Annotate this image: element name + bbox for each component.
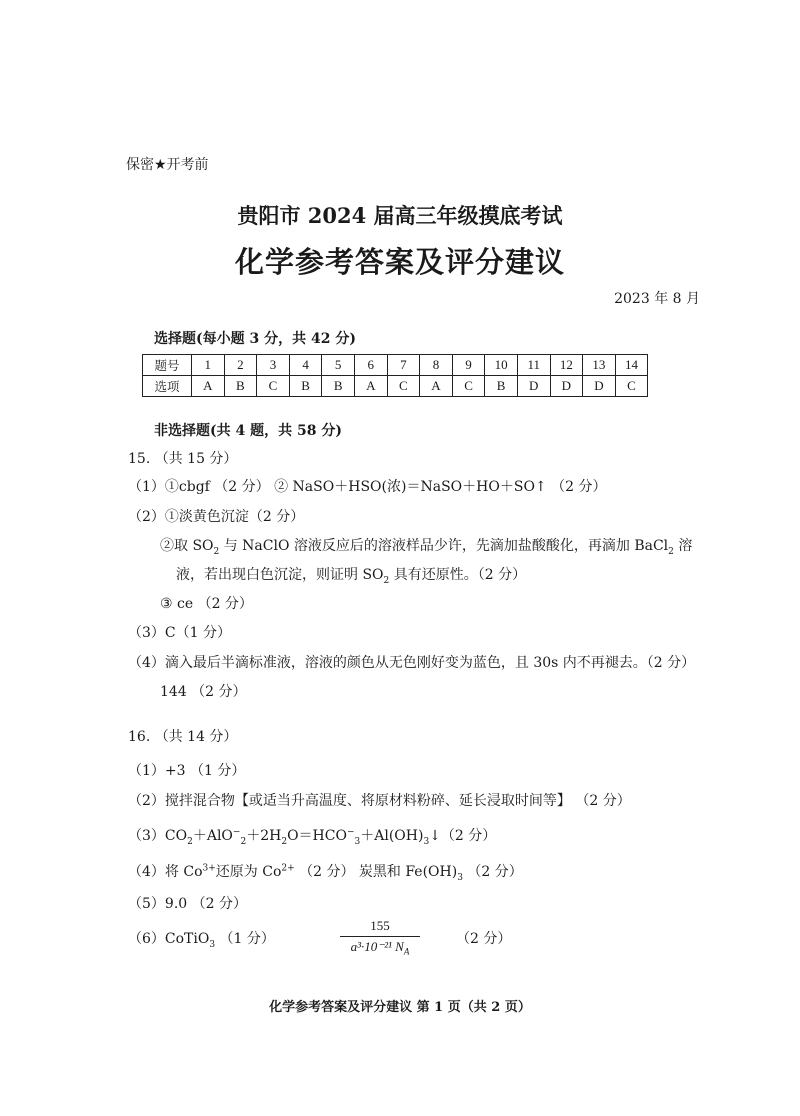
table-cell: C <box>387 376 420 397</box>
table-cell: B <box>322 376 355 397</box>
table-cell: A <box>420 376 453 397</box>
table-cell: 10 <box>485 355 518 376</box>
table-header-answer: 选项 <box>143 376 192 397</box>
table-cell: A <box>192 376 225 397</box>
q15-part2b-line1: ②取 $SO_2$ 与 NaClO 溶液反应后的溶液样品少许，先滴加盐酸酸化，再滴加 BaCl$_2$ 溶 <box>160 538 693 557</box>
fraction-denominator: a³·10⁻²¹ $N_A$ <box>350 939 410 957</box>
q15-part3: （3）C（1 分） <box>128 625 231 641</box>
table-cell: A <box>354 376 387 397</box>
q15-part4: （4）滴入最后半滴标准液，溶液的颜色从无色刚好变为蓝色，且 30s 内不再褪去。（2 分） <box>128 655 696 671</box>
table-cell: 13 <box>583 355 616 376</box>
table-cell: 8 <box>420 355 453 376</box>
confidential-label: 保密★开考前 <box>126 157 209 173</box>
document-title: 化学参考答案及评分建议 <box>234 245 565 279</box>
q16-part4: （4）将 $Co^{3+}$还原为 $Co^{2+}$ （2 分） 炭黑和 $Fe(OH)_3$ （2 分） <box>128 863 523 883</box>
table-cell: C <box>257 376 290 397</box>
q15-title: 15. （共 15 分） <box>128 451 238 467</box>
table-cell: 5 <box>322 355 355 376</box>
table-cell: D <box>517 376 550 397</box>
table-row-numbers <box>143 355 648 376</box>
table-cell: 9 <box>452 355 485 376</box>
table-cell: 7 <box>387 355 420 376</box>
table-row-answers <box>143 376 648 397</box>
table-header-number: 题号 <box>143 355 192 376</box>
answer-table <box>142 354 648 397</box>
table-cell: 12 <box>550 355 583 376</box>
q16-part5: （5）9.0 （2 分） <box>128 896 247 912</box>
density-fraction <box>340 918 420 955</box>
nonchoice-section-title: 非选择题(共 4 题，共 58 分) <box>154 423 342 439</box>
q16-part3: $(3)CO_2+AlO^-_2+2H_2O=HCO^-_3+Al(OH)_3↓(2$ 分） <box>128 827 497 847</box>
q16-part6-score: （2 分） <box>456 931 512 947</box>
q15-part2c: ③ ce （2 分） <box>160 596 253 612</box>
table-cell: 6 <box>354 355 387 376</box>
table-cell: D <box>550 376 583 397</box>
table-cell: B <box>224 376 257 397</box>
table-cell: C <box>452 376 485 397</box>
table-cell: 4 <box>289 355 322 376</box>
q15-part2b-line2: 液，若出现白色沉淀，则证明 $SO_2$ 具有还原性。（2 分） <box>176 567 527 586</box>
table-cell: B <box>289 376 322 397</box>
table-cell: B <box>485 376 518 397</box>
choice-section-title: 选择题(每小题 3 分，共 42 分) <box>154 331 356 347</box>
table-cell: 14 <box>615 355 648 376</box>
table-cell: 1 <box>192 355 225 376</box>
table-cell: 11 <box>517 355 550 376</box>
q16-part6: （6）CoTiO$_3$ （1 分） <box>128 931 275 950</box>
q15-part2a: （2）①淡黄色沉淀（2 分） <box>128 509 305 525</box>
table-cell: 3 <box>257 355 290 376</box>
q16-part2: （2）搅拌混合物【或适当升高温度、将原材料粉碎、延长浸取时间等】 （2 分） <box>128 793 631 809</box>
document-date: 2023 年 8 月 <box>614 291 700 307</box>
table-cell: D <box>583 376 616 397</box>
q15-part4b: 144 （2 分） <box>160 684 247 700</box>
page-footer: 化学参考答案及评分建议 第 1 页（共 2 页） <box>269 1000 531 1015</box>
q16-part1: （1）+3 （1 分） <box>128 763 246 779</box>
table-cell: C <box>615 376 648 397</box>
exam-title: 贵阳市 2024 届高三年级摸底考试 <box>237 203 563 228</box>
q16-title: 16. （共 14 分） <box>128 729 238 745</box>
table-cell: 2 <box>224 355 257 376</box>
fraction-numerator: 155 <box>340 918 420 937</box>
q15-part1: （1）①cbgf （2 分） ② NaSO＋HSO(浓)＝NaSO＋HO＋SO↑ （2 分） <box>128 479 607 495</box>
